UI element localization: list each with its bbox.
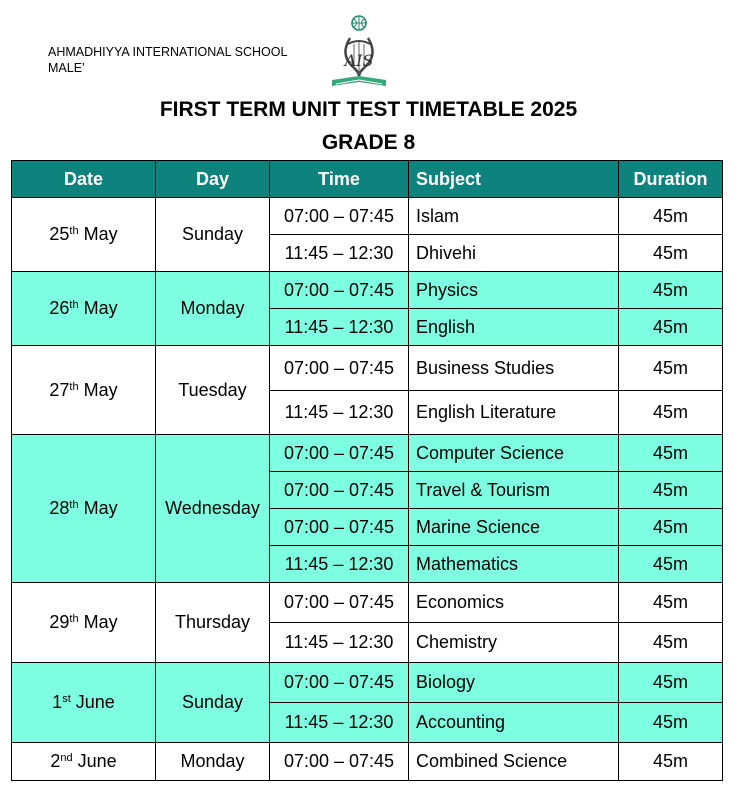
duration-cell: 45m: [619, 743, 723, 781]
day-cell: Sunday: [156, 663, 270, 743]
grade-title: GRADE 8: [321, 131, 416, 154]
date-cell: 26th May: [12, 272, 156, 346]
lyre-logo-icon: [326, 14, 402, 92]
time-cell: 11:45 – 12:30: [270, 623, 409, 663]
subject-cell: Physics: [409, 272, 619, 309]
time-cell: 11:45 – 12:30: [270, 235, 409, 272]
date-cell: 25th May: [12, 198, 156, 272]
school-name: AHMADHIYYA INTERNATIONAL SCHOOL: [48, 45, 288, 59]
duration-cell: 45m: [619, 663, 723, 703]
date-cell: 29th May: [12, 583, 156, 663]
time-cell: 07:00 – 07:45: [270, 272, 409, 309]
time-cell: 11:45 – 12:30: [270, 391, 409, 435]
table-row: [12, 346, 723, 391]
duration-cell: 45m: [619, 346, 723, 391]
duration-cell: 45m: [619, 583, 723, 623]
date-cell: 1st June: [12, 663, 156, 743]
svg-text:AIS: AIS: [344, 51, 374, 70]
day-cell: Sunday: [156, 198, 270, 272]
duration-cell: 45m: [619, 546, 723, 583]
time-cell: 07:00 – 07:45: [270, 346, 409, 391]
school-logo: [326, 14, 402, 92]
timetable: [11, 160, 723, 781]
school-city: MALE’: [48, 61, 85, 75]
subject-cell: Chemistry: [409, 623, 619, 663]
table-row: [12, 435, 723, 472]
duration-cell: 45m: [619, 198, 723, 235]
header-row: [12, 161, 723, 198]
duration-cell: 45m: [619, 703, 723, 743]
school-header: [48, 44, 287, 76]
duration-cell: 45m: [619, 509, 723, 546]
duration-cell: 45m: [619, 272, 723, 309]
time-cell: 11:45 – 12:30: [270, 703, 409, 743]
day-cell: Thursday: [156, 583, 270, 663]
header-duration: Duration: [619, 161, 723, 198]
duration-cell: 45m: [619, 472, 723, 509]
time-cell: 07:00 – 07:45: [270, 663, 409, 703]
duration-cell: 45m: [619, 391, 723, 435]
time-cell: 07:00 – 07:45: [270, 509, 409, 546]
time-cell: 07:00 – 07:45: [270, 435, 409, 472]
header-subject: Subject: [409, 161, 619, 198]
subject-cell: English Literature: [409, 391, 619, 435]
header-time: Time: [270, 161, 409, 198]
subject-cell: Economics: [409, 583, 619, 623]
table-row: [12, 198, 723, 235]
day-cell: Monday: [156, 743, 270, 781]
duration-cell: 45m: [619, 309, 723, 346]
duration-cell: 45m: [619, 435, 723, 472]
page-title: FIRST TERM UNIT TEST TIMETABLE 2025: [159, 98, 578, 121]
day-cell: Monday: [156, 272, 270, 346]
subject-cell: Marine Science: [409, 509, 619, 546]
day-cell: Wednesday: [156, 435, 270, 583]
date-cell: 27th May: [12, 346, 156, 435]
duration-cell: 45m: [619, 623, 723, 663]
duration-cell: 45m: [619, 235, 723, 272]
day-cell: Tuesday: [156, 346, 270, 435]
subject-cell: Travel & Tourism: [409, 472, 619, 509]
table-row: [12, 272, 723, 309]
time-cell: 07:00 – 07:45: [270, 472, 409, 509]
header-date: Date: [12, 161, 156, 198]
subject-cell: Business Studies: [409, 346, 619, 391]
header-day: Day: [156, 161, 270, 198]
subject-cell: Accounting: [409, 703, 619, 743]
subject-cell: Computer Science: [409, 435, 619, 472]
date-cell: 28th May: [12, 435, 156, 583]
subject-cell: Mathematics: [409, 546, 619, 583]
subject-cell: Islam: [409, 198, 619, 235]
table-row: [12, 663, 723, 703]
time-cell: 11:45 – 12:30: [270, 546, 409, 583]
time-cell: 07:00 – 07:45: [270, 198, 409, 235]
subject-cell: Combined Science: [409, 743, 619, 781]
subject-cell: English: [409, 309, 619, 346]
subject-cell: Dhivehi: [409, 235, 619, 272]
time-cell: 07:00 – 07:45: [270, 583, 409, 623]
time-cell: 11:45 – 12:30: [270, 309, 409, 346]
table-row: [12, 743, 723, 781]
date-cell: 2nd June: [12, 743, 156, 781]
time-cell: 07:00 – 07:45: [270, 743, 409, 781]
subject-cell: Biology: [409, 663, 619, 703]
table-row: [12, 583, 723, 623]
